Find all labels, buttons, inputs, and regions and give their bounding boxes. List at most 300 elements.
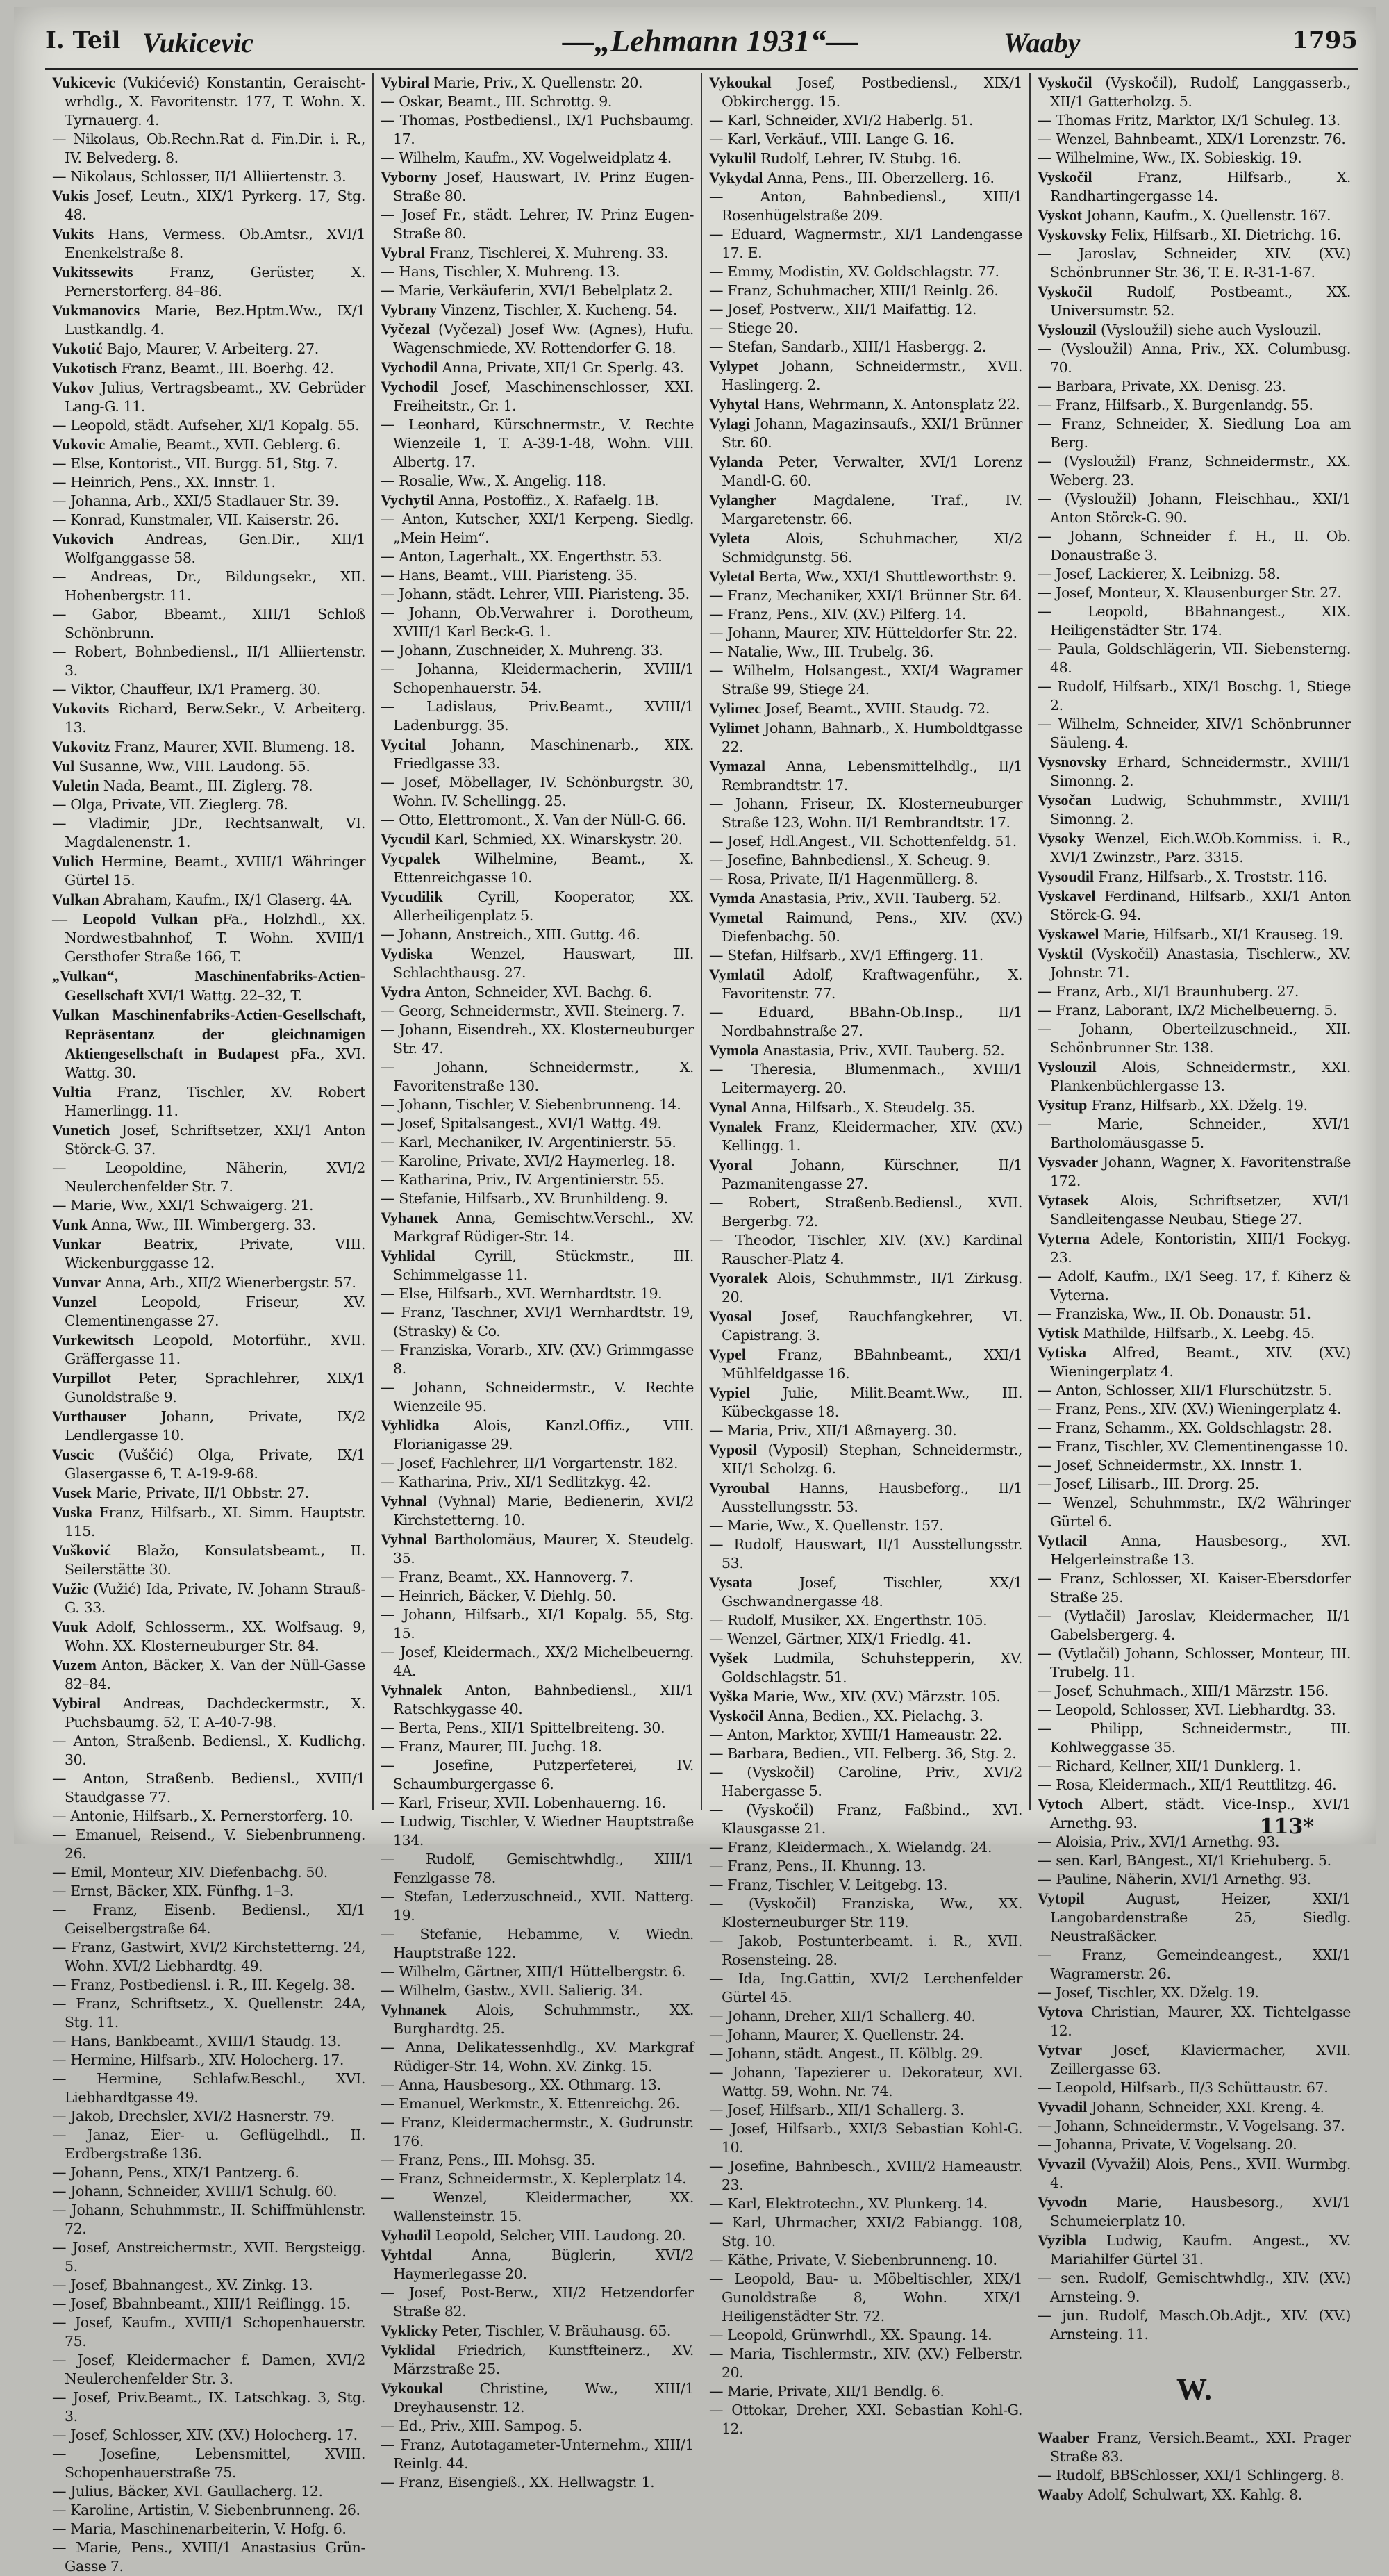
entry-surname: Vyhnalek <box>381 1681 442 1699</box>
directory-entry <box>381 2095 694 2113</box>
directory-entry <box>381 1058 694 1096</box>
directory-entry <box>709 946 1022 965</box>
entry-details: — Josef, Kaufm., XVIII/1 Schopenhauerstr. 75. <box>52 2314 365 2350</box>
directory-entry <box>52 2070 365 2107</box>
entry-details: Adolf, Schulwart, XX. Kahlg. 8. <box>1088 2486 1303 2503</box>
directory-entry <box>709 1117 1022 1155</box>
entry-details: — Katharina, Priv., IV. Argentinierstr. 55. <box>381 1171 665 1188</box>
directory-entry <box>52 852 365 890</box>
entry-surname: Vulkan Maschinenfabriks-Actien-Gesellschaft, Repräsentanz der gleichnamigen Aktiengesellschaft in Budapest <box>52 1006 365 1062</box>
entry-details: — Johann, Maurer, X. Quellenstr. 24. <box>709 2026 965 2043</box>
directory-entry <box>52 1732 365 1769</box>
entry-details: — Johann, Schuhmmstr., II. Schiffmühlenstr. 72. <box>52 2202 365 2237</box>
entry-details: — Karl, Friseur, XVII. Lobenhauerng. 16. <box>381 1794 666 1811</box>
directory-entry <box>1038 167 1351 206</box>
entry-surname: Vyosal <box>709 1307 752 1325</box>
entry-surname: Vuzem <box>52 1656 97 1674</box>
entry-details: Franz, Tischler, XV. Robert Hamerlingg. 11. <box>65 1084 365 1119</box>
entry-details: — Leonhard, Kürschnermstr., V. Rechte Wienzeile 1, T. A-39-1-48, Wohn. VIII. Albertg. 17. <box>381 416 694 470</box>
entry-details: — Anton, Kutscher, XXI/1 Kerpeng. Siedlg. „Mein Heim“. <box>381 511 694 546</box>
directory-entry <box>381 1568 694 1587</box>
entry-details: Johann, Private, IX/2 Lendlergasse 10. <box>65 1408 365 1444</box>
directory-entry <box>709 188 1022 225</box>
directory-entry <box>52 435 365 454</box>
directory-entry <box>381 149 694 167</box>
entry-details: Hanns, Hausbeforg., II/1 Ausstellungsstr. 53. <box>722 1480 1022 1515</box>
entry-details: (Vysloužil) siehe auch Vyslouzil. <box>1100 322 1322 338</box>
entry-surname: Vukotić <box>52 340 103 357</box>
directory-entry <box>381 281 694 300</box>
entry-details: Anna, Ww., III. Wimbergerg. 33. <box>91 1216 316 1233</box>
entry-details: — Leopold, Grünwrhdl., XX. Spaung. 14. <box>709 2327 992 2343</box>
directory-entry <box>1038 1381 1351 1400</box>
entry-details: — Berta, Pens., XII/1 Spittelbreiteng. 30. <box>381 1719 665 1736</box>
entry-details: — Aloisia, Priv., XVI/1 Arnethg. 93. <box>1038 1833 1280 1850</box>
directory-entry <box>381 925 694 944</box>
directory-entry <box>52 909 365 966</box>
directory-entry <box>52 568 365 605</box>
entry-details: Franz, Versich.Beamt., XXI. Prager Straße 83. <box>1050 2429 1351 2465</box>
directory-entry <box>1038 2231 1351 2269</box>
directory-entry <box>1038 320 1351 340</box>
entry-details: — Maria, Priv., XII/1 Aßmayerg. 30. <box>709 1422 957 1439</box>
entry-details: pFa., XVI. Wattg. 30. <box>65 1046 365 1081</box>
directory-entry <box>709 1383 1022 1421</box>
directory-entry <box>52 1273 365 1292</box>
directory-entry <box>1038 1851 1351 1870</box>
directory-entry <box>52 2032 365 2051</box>
directory-entry <box>381 1454 694 1473</box>
directory-entry <box>1038 1870 1351 1889</box>
entry-details: — Thomas, Postbediensl., IX/1 Puchsbaumg. 17. <box>381 112 694 147</box>
entry-surname: Vunvar <box>52 1273 101 1291</box>
entry-details: — Maria, Maschinenarbeiterin, V. Hofg. 6. <box>52 2520 347 2537</box>
entry-details: — Otto, Elettromont., X. Van der Nüll-G. 66. <box>381 811 686 828</box>
entry-details: — Antonie, Hilfsarb., X. Pernerstorferg. 10. <box>52 1808 354 1824</box>
entry-details: Marie, Ww., XIV. (XV.) Märzstr. 105. <box>752 1688 1001 1705</box>
directory-entry <box>381 2379 694 2417</box>
directory-entry <box>1038 377 1351 396</box>
directory-entry <box>709 2382 1022 2401</box>
entry-surname: Vunetich <box>52 1121 110 1139</box>
entry-details: — Anton, Lagerhalt., XX. Engerthstr. 53. <box>381 548 663 565</box>
directory-entry <box>709 1706 1022 1726</box>
entry-details: Adolf, Schlosserm., XX. Wolfsaug. 9, Wohn. XX. Klosterneuburger Str. 84. <box>65 1619 365 1654</box>
directory-entry <box>381 1152 694 1171</box>
entry-details: (Vyskočil) Anastasia, Tischlerw., XV. Johnstr. 71. <box>1050 946 1351 981</box>
entry-details: Leopold, Friseur, XV. Clementinengasse 27. <box>65 1294 365 1329</box>
entry-details: — Maria, Tischlermstr., XIV. (XV.) Felberstr. 20. <box>709 2345 1022 2381</box>
directory-entry <box>52 167 365 186</box>
entry-details: — Ed., Priv., XIII. Sampog. 5. <box>381 2418 583 2434</box>
entry-details: — Franz, Schlosser, XI. Kaiser-Ebersdorfer Straße 25. <box>1038 1570 1351 1605</box>
entry-details: — Jakob, Postunterbeamt. i. R., XVII. Rosensteing. 28. <box>709 1933 1022 1968</box>
entry-details: Ludwig, Schuhmmstr., XVIII/1 Simonng. 2. <box>1050 792 1351 827</box>
entry-details: — Janaz, Eier- u. Geflügelhdl., II. Erdbergstraße 136. <box>52 2127 365 2162</box>
entry-details: — Josef, Anstreichermstr., XVII. Bergsteigg. 5. <box>52 2239 365 2274</box>
entry-details: Anna, Private, XII/1 Gr. Sperlg. 43. <box>442 359 684 376</box>
entry-surname: Vybiral <box>52 1694 101 1712</box>
entry-details: Cyrill, Kooperator, XX. Allerheiligenplatz 5. <box>393 889 694 924</box>
column-2 <box>374 73 702 2491</box>
entry-surname: Vyskočil <box>1038 168 1092 185</box>
directory-entry <box>52 511 365 529</box>
entry-surname: Vukits <box>52 225 94 242</box>
directory-entry <box>1038 677 1351 715</box>
directory-entry <box>381 1756 694 1794</box>
entry-details: — Rudolf, BBSchlosser, XXI/1 Schlingerg. 8. <box>1038 2467 1345 2484</box>
directory-entry <box>381 1643 694 1681</box>
directory-entry <box>1038 791 1351 829</box>
entry-details: — (Vysloužil) Franz, Schneidermstr., XX. Weberg. 23. <box>1038 453 1351 488</box>
directory-entry <box>1038 602 1351 640</box>
entry-details: — (Vysloužil) Johann, Fleischhau., XXI/1 Anton Störck-G. 90. <box>1038 490 1351 526</box>
entry-details: Nada, Beamt., III. Ziglerg. 78. <box>103 777 313 794</box>
directory-entry <box>52 2426 365 2445</box>
directory-entry <box>1038 1946 1351 1983</box>
entry-surname: Vylanda <box>709 453 763 470</box>
directory-entry <box>709 1155 1022 1194</box>
entry-details: Josef, Rauchfangkehrer, VI. Capistrang. 3. <box>722 1308 1022 1344</box>
directory-entry <box>709 1535 1022 1573</box>
entry-details: — Johann, städt. Lehrer, VIII. Piaristeng. 35. <box>381 586 690 602</box>
entry-details: Hans, Vermess. Ob.Amtsr., XVI/1 Enenkelstraße 8. <box>65 226 365 261</box>
entry-surname: Vycital <box>381 736 426 753</box>
entry-details: Johann, Schneidermstr., XVII. Haslingerg. 2. <box>722 358 1022 393</box>
directory-entry <box>709 908 1022 946</box>
directory-entry <box>381 2151 694 2170</box>
directory-entry <box>1038 206 1351 225</box>
entry-details: — Josef, Schlosser, XIV. (XV.) Holocherg. 17. <box>52 2427 358 2443</box>
entry-details: — Eduard, Wagnermstr., XI/1 Landengasse 17. E. <box>709 226 1022 261</box>
column-1 <box>45 73 374 2575</box>
entry-details: Bartholomäus, Maurer, X. Steudelg. 35. <box>393 1531 694 1567</box>
directory-entry <box>1038 1419 1351 1437</box>
directory-entry <box>381 566 694 585</box>
directory-entry <box>381 472 694 490</box>
entry-details: Christian, Maurer, XX. Tichtelgasse 12. <box>1050 2004 1351 2039</box>
directory-entry <box>709 149 1022 168</box>
entry-details: — Franz, Autotagameter-Unternehm., XIII/1 Reinlg. 44. <box>381 2436 694 2472</box>
directory-entry <box>52 1005 365 1082</box>
directory-entry <box>52 1235 365 1273</box>
directory-entry <box>381 1492 694 1530</box>
entry-details: — Stefan, Hilfsarb., XV/1 Effingerg. 11. <box>709 947 983 964</box>
directory-entry <box>709 2120 1022 2157</box>
directory-entry <box>709 1194 1022 1231</box>
entry-details: — Natalie, Ww., III. Trubelg. 36. <box>709 643 934 660</box>
entry-details: — Ottokar, Dreher, XXI. Sebastian Kohl-G. 12. <box>709 2402 1022 2437</box>
entry-details: Berta, Ww., XXI/1 Shuttleworthstr. 9. <box>758 568 1017 585</box>
entry-details: Friedrich, Kunstfteinerz., XV. Märzstraße 25. <box>393 2342 694 2377</box>
directory-entry <box>52 2238 365 2276</box>
directory-entry <box>52 2445 365 2482</box>
entry-details: — Leopold, städt. Aufseher, XI/1 Kopalg. 55. <box>52 417 360 434</box>
directory-entry <box>52 2351 365 2388</box>
directory-entry <box>52 699 365 737</box>
entry-details: — (Vyskočil) Franziska, Ww., XX. Klosterneuburger Str. 119. <box>709 1895 1022 1931</box>
entry-details: Peter, Tischler, V. Bräuhausg. 65. <box>442 2322 671 2339</box>
entry-details: Franz, Hilfsarb., XI. Simm. Hauptstr. 115. <box>65 1504 365 1539</box>
entry-details: Josef, Klaviermacher, XVII. Zeillergasse 63. <box>1050 2042 1351 2077</box>
entry-details: — Wilhelm, Schneider, XIV/1 Schönbrunner Säuleng. 4. <box>1038 716 1351 751</box>
entry-details: Hermine, Beamt., XVIII/1 Währinger Gürtel 15. <box>65 853 365 889</box>
entry-details: Franz, Tischlerei, X. Muhreng. 33. <box>429 245 669 261</box>
directory-entry <box>709 2251 1022 2270</box>
entry-details: — Josefine, Putzperfeterei, IV. Schaumburgergasse 6. <box>381 1757 694 1792</box>
entry-details: — Josef, Fachlehrer, II/1 Vorgartenstr. 182. <box>381 1455 679 1471</box>
entry-surname: Vytisk <box>1038 1324 1079 1341</box>
entry-details: — Thomas Fritz, Marktor, IX/1 Schuleg. 13. <box>1038 112 1340 129</box>
directory-entry <box>381 1378 694 1416</box>
directory-entry <box>1038 1719 1351 1757</box>
entry-surname: Vyborny <box>381 168 438 185</box>
entry-details: — jun. Rudolf, Masch.Ob.Adjt., XIV. (XV.) Arnsteing. 11. <box>1038 2307 1351 2343</box>
entry-details: — Leopold, Bau- u. Möbeltischler, XIX/1 Gunoldstraße 8, Wohn. XIX/1 Heiligenstädter Str. 72. <box>709 2270 1022 2325</box>
entry-details: — Johann, Schneidermstr., V. Vogelsang. 37. <box>1038 2117 1345 2134</box>
directory-entry <box>381 2284 694 2321</box>
directory-entry <box>709 757 1022 795</box>
entry-details: Leopold, Motorführ., XVII. Gräffergasse 11. <box>65 1332 365 1367</box>
entry-details: Karl, Schmied, XX. Winarskystr. 20. <box>434 831 683 848</box>
directory-entry <box>381 2188 694 2226</box>
entry-details: — Franz, Gastwirt, XVI/2 Kirchstetterng. 24, Wohn. XVI/2 Liebhardtg. 49. <box>52 1939 365 1974</box>
entry-details: Anna, Postoffiz., X. Rafaelg. 1B. <box>438 492 659 509</box>
entry-surname: Vysata <box>709 1574 753 1591</box>
directory-entry <box>1038 2485 1351 2504</box>
directory-entry <box>1038 2193 1351 2231</box>
entry-details: — Rosa, Private, II/1 Hagenmüllerg. 8. <box>709 870 979 887</box>
entry-details: — Marie, Ww., X. Quellenstr. 157. <box>709 1517 944 1534</box>
directory-entry <box>52 966 365 1005</box>
entry-details: — sen. Rudolf, Gemischtwhdlg., XIV. (XV.) Arnsteing. 9. <box>1038 2270 1351 2305</box>
directory-entry <box>52 2182 365 2201</box>
entry-details: — Gabor, Bbeamt., XIII/1 Schloß Schönbrunn. <box>52 606 365 641</box>
entry-details: pFa., Holzhdl., XX. Nordwestbahnhof, T. Wohn. XVIII/1 Gersthofer Straße 166, T. <box>65 911 365 965</box>
entry-surname: Vyskovsky <box>1038 226 1107 243</box>
directory-entry <box>52 416 365 435</box>
directory-entry <box>381 1021 694 1058</box>
directory-entry <box>709 889 1022 908</box>
entry-surname: Vytoch <box>1038 1795 1083 1813</box>
entry-surname: Vymlatil <box>709 966 765 983</box>
entry-details: (Vyskočil), Rudolf, Langgasserb., XII/1 Gatterholzg. 5. <box>1050 74 1351 110</box>
entry-details: — Wilhelm, Gärtner, XIII/1 Hüttelbergstr. 6. <box>381 1963 685 1980</box>
directory-entry <box>52 492 365 511</box>
directory-entry <box>52 1826 365 1863</box>
directory-entry <box>52 1863 365 1882</box>
directory-entry <box>709 2401 1022 2438</box>
directory-entry <box>709 851 1022 870</box>
entry-details: Franz, Maurer, XVII. Blumeng. 18. <box>114 738 355 755</box>
directory-entry <box>709 2063 1022 2101</box>
entry-surname: Vužic <box>52 1580 88 1597</box>
directory-entry <box>381 1208 694 1246</box>
entry-details: Josef, Postbediensl., XIX/1 Obkirchergg. 15. <box>722 74 1022 110</box>
entry-surname: Vybrany <box>381 301 438 318</box>
entry-details: Alois, Schuhmmstr., II/1 Zirkusg. 20. <box>722 1270 1022 1305</box>
entry-details: — Franz, Kleidermachermstr., X. Gudrunstr. 176. <box>381 2114 694 2149</box>
entry-details: — Johann, Schneider, XVIII/1 Schulg. 60. <box>52 2183 338 2199</box>
directory-entry <box>1038 1115 1351 1153</box>
directory-entry <box>1038 640 1351 677</box>
entry-details: — Stefanie, Hebamme, V. Wiedn. Hauptstraße 122. <box>381 1926 694 1961</box>
entry-details: Wilhelmine, Beamt., X. Ettenreichgasse 10. <box>393 850 694 886</box>
directory-entry <box>709 452 1022 490</box>
entry-surname: Vyhodil <box>381 2227 431 2244</box>
entry-details: — Johann, Ob.Verwahrer i. Dorotheum, XVIII/1 Karl Beck-G. 1. <box>381 604 694 640</box>
directory-entry <box>1038 1607 1351 1644</box>
entry-details: — Karoline, Private, XVI/2 Haymerleg. 18. <box>381 1153 675 1169</box>
page-header <box>45 19 1358 70</box>
directory-entry <box>381 263 694 281</box>
entry-surname: Vyzibla <box>1038 2231 1087 2249</box>
entry-surname: Vukov <box>52 379 94 396</box>
entry-surname: Vyposil <box>709 1441 757 1458</box>
entry-details: — Josef, Möbellager, IV. Schönburgstr. 30, Wohn. IV. Schellingg. 25. <box>381 774 694 809</box>
entry-details: Peter, Sprachlehrer, XIX/1 Gunoldstraße 9. <box>65 1370 365 1405</box>
directory-entry <box>52 2295 365 2313</box>
entry-details: Blažo, Konsulatsbeamt., II. Seilerstätte 30. <box>65 1542 365 1578</box>
directory-entry <box>381 358 694 377</box>
entry-details: — Wenzel, Bahnbeamt., XIX/1 Lorenzstr. 76. <box>1038 131 1346 147</box>
entry-details: (Vyhnal) Marie, Bedienerin, XVI/2 Kirchstetterng. 10. <box>393 1493 694 1528</box>
entry-details: Felix, Hilfsarb., XI. Dietrichg. 16. <box>1111 226 1341 243</box>
directory-entry <box>381 944 694 982</box>
entry-details: — Leopoldine, Näherin, XVI/2 Neulerchenfelder Str. 7. <box>52 1159 365 1195</box>
entry-surname: Vymetal <box>709 909 763 926</box>
entry-details: — Richard, Kellner, XII/1 Dunklerg. 1. <box>1038 1758 1301 1774</box>
entry-details: — Rosalie, Ww., X. Angelig. 118. <box>381 472 606 489</box>
directory-entry <box>709 605 1022 624</box>
directory-entry <box>381 300 694 320</box>
entry-surname: Vychodil <box>381 358 438 376</box>
entry-surname: Vytova <box>1038 2003 1083 2020</box>
directory-entry <box>709 1838 1022 1857</box>
entry-surname: Vukmanovics <box>52 302 140 319</box>
directory-entry <box>709 699 1022 718</box>
entry-details: — Hans, Tischler, X. Muhreng. 13. <box>381 263 620 280</box>
entry-surname: Vyklidal <box>381 2341 435 2359</box>
entry-surname: Vuletin <box>52 777 99 794</box>
entry-details: (Vukićević) Konstantin, Geraischt-wrhdlg., X. Favoritenstr. 177, T. Wohn. X. Tyrnauerg. 4. <box>65 74 365 129</box>
entry-surname: Vukicevic <box>52 74 115 91</box>
directory-entry <box>709 1478 1022 1517</box>
entry-details: (Vyvažil) Alois, Pens., XVII. Wurmbg. 4. <box>1050 2156 1351 2191</box>
directory-entry <box>709 300 1022 319</box>
directory-entry <box>52 1579 365 1617</box>
entry-details: — Andreas, Dr., Bildungsekr., XII. Hohenbergstr. 11. <box>52 568 365 604</box>
directory-entry <box>381 167 694 206</box>
entry-details: — Stefanie, Hilfsarb., XV. Brunhildeng. 9. <box>381 1190 668 1207</box>
directory-entry <box>381 2473 694 2492</box>
directory-entry <box>1038 1343 1351 1381</box>
entry-details: Adele, Kontoristin, XIII/1 Fockyg. 23. <box>1050 1230 1351 1266</box>
directory-entry <box>709 529 1022 567</box>
directory-entry <box>52 2126 365 2163</box>
directory-entry <box>381 1285 694 1303</box>
directory-entry <box>52 1807 365 1826</box>
directory-entry <box>381 243 694 263</box>
directory-entry <box>709 2213 1022 2251</box>
entry-details: Anton, Bahnbediensl., XII/1 Ratschkygasse 40. <box>393 1682 694 1717</box>
directory-entry <box>1038 565 1351 584</box>
entry-surname: Vysoudil <box>1038 868 1095 885</box>
entry-details: — Karl, Mechaniker, IV. Argentinierstr. 55. <box>381 1134 676 1150</box>
entry-details: Hans, Wehrmann, X. Antonsplatz 22. <box>763 396 1020 413</box>
entry-details: — Wilhelm, Gastw., XVII. Salierig. 34. <box>381 1982 643 1999</box>
directory-entry <box>381 2417 694 2436</box>
entry-details: — Johann, Hilfsarb., XI/1 Kopalg. 55, Stg. 15. <box>381 1606 694 1642</box>
entry-details: — Anton, Schlosser, XII/1 Flurschützstr. 5. <box>1038 1382 1332 1398</box>
entry-details: — Wenzel, Schuhmmstr., IX/2 Währinger Gürtel 6. <box>1038 1494 1351 1530</box>
entry-details: — Josef, Tischler, XX. Dželg. 19. <box>1038 1984 1259 2001</box>
entry-details: — Jakob, Drechsler, XVI/2 Hasnerstr. 79. <box>52 2108 335 2124</box>
entry-details: — Josef, Bbahnangest., XV. Zinkg. 13. <box>52 2277 313 2293</box>
directory-entry <box>381 415 694 472</box>
entry-surname: Vymda <box>709 889 756 907</box>
entry-surname: Vultia <box>52 1083 92 1100</box>
entry-details: — Franz, Tischler, XV. Clementinengasse 10. <box>1038 1438 1348 1455</box>
directory-entry <box>709 1098 1022 1117</box>
directory-entry <box>381 2000 694 2038</box>
entry-details: — Karl, Schneider, XVI/2 Haberlg. 51. <box>709 112 974 129</box>
entry-details: — Franz, Laborant, IX/2 Michelbeuerng. 5. <box>1038 1002 1338 1018</box>
part-label: I. Teil <box>45 26 121 54</box>
entry-details: — Franz, Pens., XIV. (XV.) Pilferg. 14. <box>709 606 966 622</box>
directory-entry <box>1038 111 1351 130</box>
entry-details: — Johann, Anstreich., XIII. Guttg. 46. <box>381 926 640 943</box>
entry-details: — Johanna, Arb., XXI/5 Stadlauer Str. 39. <box>52 493 339 509</box>
entry-surname: Vyleta <box>709 529 751 547</box>
entry-details: — Leopold, BBahnangest., XIX. Heiligenstädter Str. 174. <box>1038 603 1351 638</box>
directory-entry <box>1038 2002 1351 2040</box>
entry-surname: Vymazal <box>709 757 766 775</box>
directory-entry <box>1038 1323 1351 1343</box>
entry-details: — Heinrich, Pens., XX. Innstr. 1. <box>52 474 276 490</box>
directory-entry <box>709 1763 1022 1801</box>
column-3 <box>702 73 1031 2437</box>
directory-entry <box>381 1530 694 1568</box>
entry-details: — Nikolaus, Schlosser, II/1 Alliiertenstr. 3. <box>52 168 347 185</box>
entry-details: — Franz, Arb., XI/1 Braunhuberg. 27. <box>1038 983 1299 1000</box>
entry-details: — Franz, Eisenb. Bediensl., XI/1 Geiselbergstraße 64. <box>52 1901 365 1937</box>
entry-details: — Emanuel, Reisend., V. Siebenbrunneng. 26. <box>52 1826 365 1862</box>
entry-details: — Johann, Friseur, IX. Klosterneuburger Straße 123, Wohn. II/1 Rembrandtstr. 17. <box>709 795 1022 831</box>
entry-details: — Karoline, Artistin, V. Siebenbrunneng. 26. <box>52 2502 360 2518</box>
directory-entry <box>52 1769 365 1807</box>
entry-details: Johann, Magazinsaufs., XXI/1 Brünner Str. 60. <box>722 415 1022 451</box>
directory-entry <box>381 1171 694 1189</box>
entry-details: — Johann, Zuschneider, X. Muhreng. 33. <box>381 642 663 659</box>
entry-surname: Vyslouzil <box>1038 1058 1097 1075</box>
entry-details: — Else, Hilfsarb., XVI. Wernhardtstr. 19. <box>381 1285 663 1302</box>
directory-entry <box>381 1473 694 1492</box>
entry-details: — Josef, Schuhmach., XIII/1 Märzstr. 156. <box>1038 1683 1329 1699</box>
entry-surname: Vurkewitsch <box>52 1331 134 1348</box>
entry-surname: Vyletal <box>709 568 755 585</box>
entry-details: Ferdinand, Hilfsarb., XXI/1 Anton Störck-G. 94. <box>1050 888 1351 923</box>
directory-entry <box>381 320 694 358</box>
entry-details: — Vladimir, JDr., Rechtsanwalt, VI. Magdalenenstr. 1. <box>52 815 365 850</box>
entry-details: Anna, Gemischtw.Verschl., XV. Markgraf Rüdiger-Str. 14. <box>393 1209 694 1245</box>
directory-entry <box>381 887 694 925</box>
directory-entry <box>1038 1531 1351 1569</box>
entry-details: — Konrad, Kunstmaler, VII. Kaiserstr. 26. <box>52 511 339 528</box>
entry-surname: Vylypet <box>709 357 759 374</box>
entry-details: Anton, Bäcker, X. Van der Nüll-Gasse 82–84. <box>65 1657 365 1692</box>
directory-entry <box>709 1744 1022 1763</box>
